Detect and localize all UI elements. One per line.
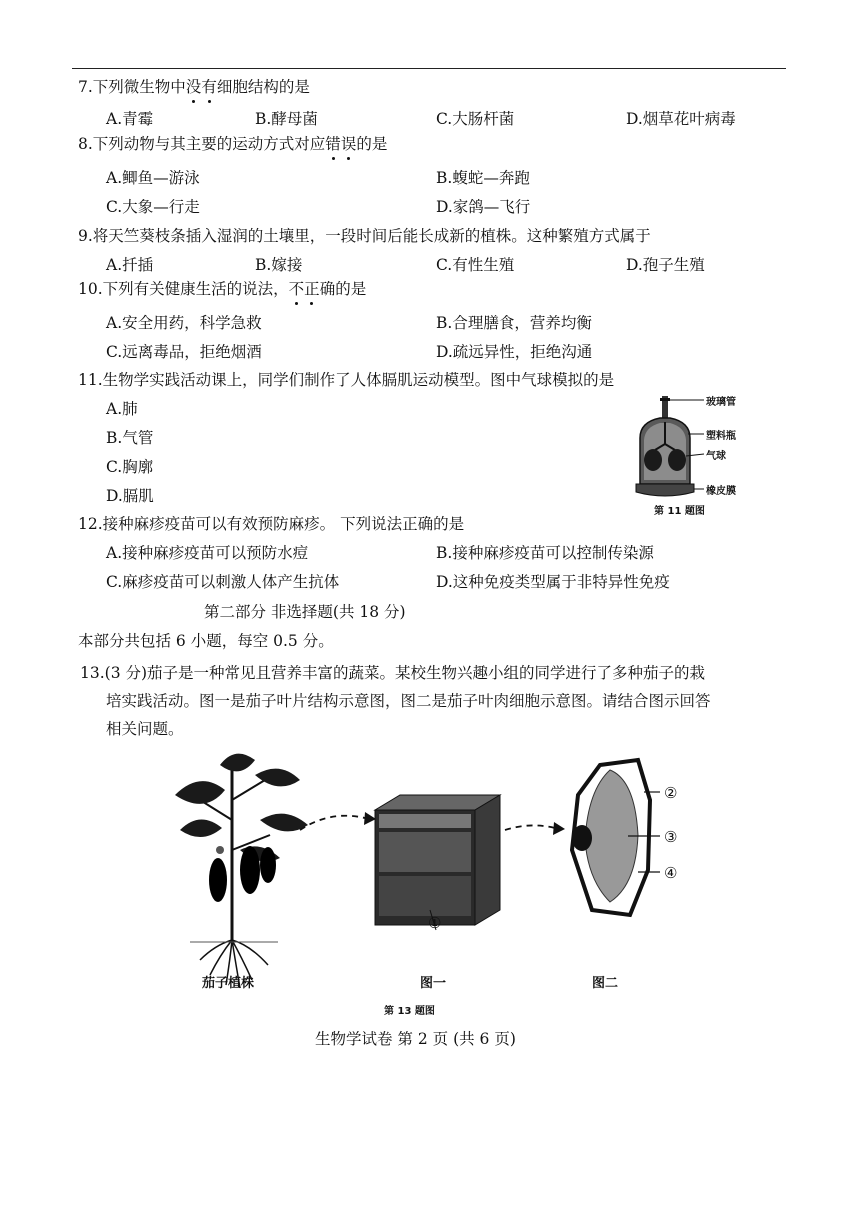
figure-11-diaphragm-model: [620, 392, 780, 517]
figure-13-caption: 第 13 题图: [384, 1006, 435, 1017]
part-2-intro: 本部分共包括 6 小题，每空 0.5 分。: [78, 632, 334, 650]
q10-option-a[interactable]: A.安全用药，科学急救: [106, 314, 262, 332]
question-8-stem: 8.下列动物与其主要的运动方式对应错误的是: [78, 135, 388, 153]
leaf-section-block: [375, 795, 500, 930]
q10-option-c[interactable]: C.远离毒品，拒绝烟酒: [106, 343, 262, 361]
marker-2: ②: [664, 784, 678, 802]
question-13-line-2: 培实践活动。图一是茄子叶片结构示意图，图二是茄子叶肉细胞示意图。请结合图示回答: [106, 692, 711, 710]
q11-option-d[interactable]: D.膈肌: [106, 487, 154, 505]
q8-option-d[interactable]: D.家鸽—飞行: [436, 198, 531, 216]
label-figure-1: 图一: [420, 976, 447, 991]
question-9-stem: 9.将天竺葵枝条插入湿润的土壤里，一段时间后能长成新的植株。这种繁殖方式属于: [78, 227, 651, 245]
q10-option-b[interactable]: B.合理膳食，营养均衡: [436, 314, 592, 332]
header-rule: [72, 68, 786, 69]
question-13-line-3: 相关问题。: [106, 720, 184, 738]
figure-13-eggplant: [160, 740, 720, 1020]
q9-option-a[interactable]: A.扦插: [106, 256, 154, 274]
q12-option-d[interactable]: D.这种免疫类型属于非特异性免疫: [436, 573, 670, 591]
label-figure-2: 图二: [592, 976, 619, 991]
q8-option-b[interactable]: B.蝮蛇—奔跑: [436, 169, 530, 187]
marker-4: ④: [664, 864, 678, 882]
q8-option-c[interactable]: C.大象—行走: [106, 198, 200, 216]
question-12-stem: 12.接种麻疹疫苗可以有效预防麻疹。 下列说法正确的是: [78, 515, 465, 533]
q11-option-b[interactable]: B.气管: [106, 429, 154, 447]
label-eggplant-plant: 茄子植株: [202, 976, 255, 991]
question-11-stem: 11.生物学实践活动课上，同学们制作了人体膈肌运动模型。图中气球模拟的是: [78, 371, 615, 389]
question-7-stem: 7.下列微生物中没有细胞结构的是: [78, 78, 310, 96]
q8-option-a[interactable]: A.鲫鱼—游泳: [106, 169, 200, 187]
q9-option-c[interactable]: C.有性生殖: [436, 256, 515, 274]
mesophyll-cell-drawing: [572, 760, 660, 915]
label-plastic-bottle: 塑料瓶: [706, 431, 736, 442]
q9-option-b[interactable]: B.嫁接: [255, 256, 303, 274]
question-10-stem: 10.下列有关健康生活的说法，不正确的是: [78, 280, 367, 298]
q11-option-c[interactable]: C.胸廓: [106, 458, 154, 476]
diaphragm-model-illustration: [620, 392, 780, 517]
eggplant-plant-drawing: [175, 754, 308, 988]
q7-option-a[interactable]: A.青霉: [106, 110, 154, 128]
q7-option-c[interactable]: C.大肠杆菌: [436, 110, 515, 128]
question-13-line-1: 13.(3 分)茄子是一种常见且营养丰富的蔬菜。某校生物兴趣小组的同学进行了多种茄子的栽: [80, 664, 706, 682]
q9-option-d[interactable]: D.孢子生殖: [626, 256, 705, 274]
q12-option-c[interactable]: C.麻疹疫苗可以刺激人体产生抗体: [106, 573, 340, 591]
label-balloon: 气球: [706, 451, 726, 462]
q12-option-b[interactable]: B.接种麻疹疫苗可以控制传染源: [436, 544, 654, 562]
marker-1: ①: [428, 914, 442, 932]
q12-option-a[interactable]: A.接种麻疹疫苗可以预防水痘: [106, 544, 309, 562]
label-glass-tube: 玻璃管: [706, 397, 736, 408]
page-footer: 生物学试卷 第 2 页 (共 6 页): [315, 1030, 516, 1048]
q7-option-b[interactable]: B.酵母菌: [255, 110, 318, 128]
figure-11-caption: 第 11 题图: [654, 506, 705, 517]
q10-option-d[interactable]: D.疏远异性，拒绝沟通: [436, 343, 593, 361]
q7-option-d[interactable]: D.烟草花叶病毒: [626, 110, 736, 128]
q11-option-a[interactable]: A.肺: [106, 400, 138, 418]
marker-3: ③: [664, 828, 678, 846]
label-rubber-membrane: 橡皮膜: [706, 486, 736, 497]
part-2-title: 第二部分 非选择题(共 18 分): [204, 603, 406, 621]
